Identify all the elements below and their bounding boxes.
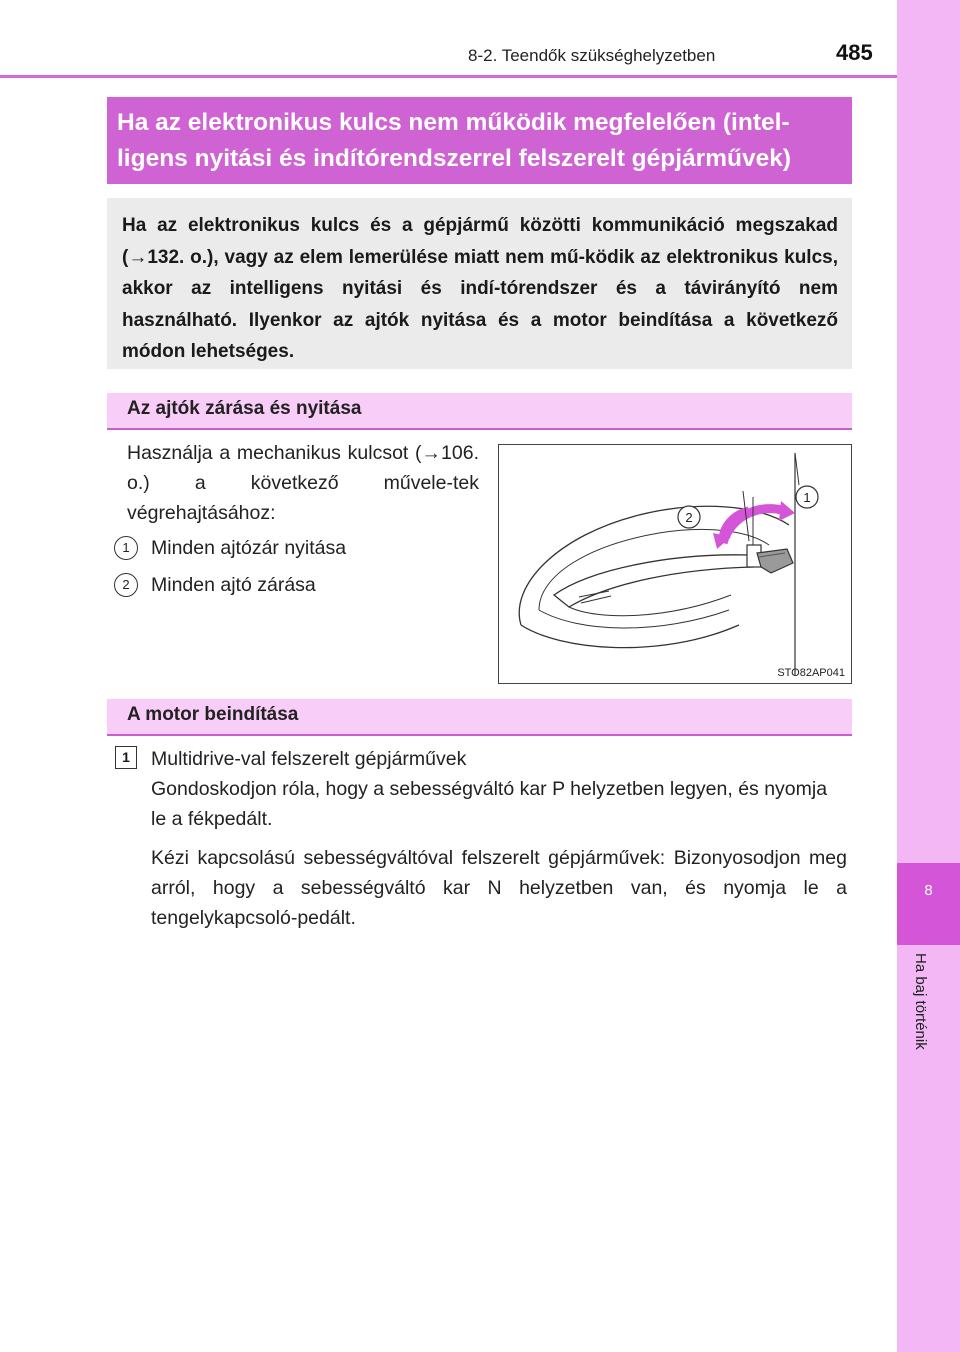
- chapter-tab-active[interactable]: [897, 863, 960, 945]
- step-number-square: 1: [115, 746, 137, 769]
- step-number-circle: 1: [114, 536, 138, 560]
- step-text: Minden ajtó zárása: [151, 573, 316, 596]
- running-head: 8-2. Teendők szükséghelyzetben: [468, 46, 716, 65]
- step-item-1: [114, 536, 346, 560]
- chapter-sidebar: [897, 0, 960, 1352]
- figure-callout-2: 2: [685, 510, 693, 525]
- engine-line-1: Multidrive-val felszerelt gépjárművek: [151, 748, 467, 770]
- section-heading-engine: A motor beindítása: [107, 699, 852, 736]
- title-line-2: ligens nyitási és indítórendszerrel felszerelt gépjárművek): [117, 145, 791, 172]
- step-number-circle: 2: [114, 573, 138, 597]
- section-heading-doors: Az ajtók zárása és nyitása: [107, 393, 852, 430]
- step-text: Minden ajtózár nyitása: [151, 536, 347, 559]
- intro-box: [107, 198, 852, 369]
- chapter-title: Ha baj történik: [912, 953, 929, 1050]
- chapter-number: 8: [924, 882, 933, 899]
- door-handle-illustration: [499, 445, 851, 683]
- doors-paragraph: Használja a mechanikus kulcsot (→106. o.) a következő művele-tek végrehajtásához:: [127, 442, 479, 524]
- engine-line-3: Kézi kapcsolású sebességváltóval felszerelt gépjárművek: Bizonyosodjon meg arról, hogy a sebességváltó kar N helyzetben van, és nyomja le a tengelykapcsoló-pedált.: [151, 847, 847, 929]
- title-line-1: Ha az elektronikus kulcs nem működik megfelelően (intel-: [117, 109, 790, 136]
- door-handle-figure: [498, 444, 852, 684]
- title-box: [107, 97, 852, 184]
- intro-text: Ha az elektronikus kulcs és a gépjármű közötti kommunikáció megszakad (→132. o.), vagy az elem lemerülése miatt nem mű-ködik az elektronikus kulcs, akkor az intelligens nyitási és indí-tórendszer és a távirányító nem használható. Ilyenkor az ajtók nyitása és a motor beindítása a következő módon lehetséges.: [122, 215, 838, 362]
- header-divider: [0, 75, 897, 78]
- engine-line-2: Gondoskodjon róla, hogy a sebességváltó kar P helyzetben legyen, és nyomja le a fékpedált.: [151, 778, 828, 830]
- figure-code: STO82AP041: [777, 667, 845, 679]
- step-item-2: [114, 573, 316, 597]
- figure-callout-1: 1: [803, 490, 811, 505]
- page-number: 485: [836, 40, 873, 65]
